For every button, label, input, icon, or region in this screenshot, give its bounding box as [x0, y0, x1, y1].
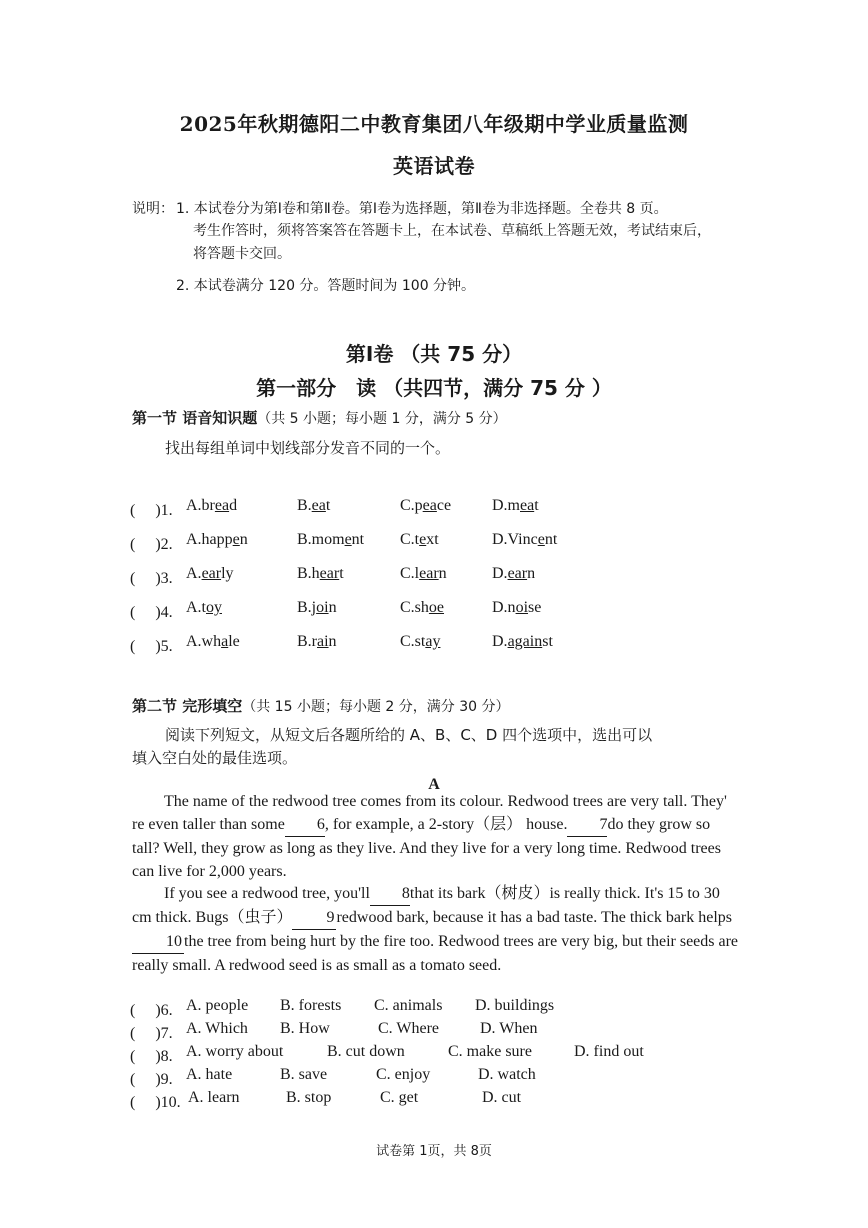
passage-label: A [428, 776, 440, 793]
passage-text: redwood bark, because it has a bad taste. The thick bark helps [336, 909, 733, 926]
underlined-letters: ea [520, 497, 535, 514]
option-c [400, 565, 447, 583]
option-text: t [534, 497, 539, 514]
option-b [297, 497, 330, 515]
passage-text: , for example, a 2-story（层） house. [324, 816, 568, 833]
passage-text: do they grow so tall? Well, they grow as long as they live. And they live for a very long time. Redwood trees can live for 2,000 years. [132, 816, 721, 880]
option-d: D. When [480, 1020, 538, 1037]
option-a [186, 531, 248, 549]
option-a: A. people [186, 997, 249, 1014]
option-d: D. watch [478, 1066, 536, 1083]
option-b [297, 531, 364, 549]
instruction-2: 2. 本试卷满分 120 分。答题时间为 100 分钟。 [176, 278, 476, 294]
passage-text: The name of the redwood tree comes from its colour. Redwood trees are very tall. They' re even taller than some [132, 793, 727, 833]
option-text: C.l [400, 565, 420, 582]
underlined-letters: ear [419, 565, 439, 582]
option-a [186, 633, 240, 651]
underlined-letters: again [507, 633, 543, 650]
section-1-heading-row [132, 407, 507, 428]
instruction-1-line-1: 1. 本试卷分为第Ⅰ卷和第Ⅱ卷。第Ⅰ卷为选择题，第Ⅱ卷为非选择题。全卷共 8 页。 [176, 201, 668, 217]
option-text: B.h [297, 565, 320, 582]
section-1-direction: 找出每组单词中划线部分发音不同的一个。 [165, 439, 451, 457]
underlined-letters: ea [214, 497, 230, 514]
option-text: B.j [297, 599, 317, 616]
option-a [186, 497, 237, 515]
option-text: B. [297, 497, 312, 514]
option-text: D. [492, 565, 508, 582]
underlined-letters: ay [425, 633, 441, 650]
option-b: B. stop [286, 1089, 332, 1106]
option-c [400, 633, 440, 651]
option-text: D.n [492, 599, 516, 616]
option-text: n [527, 565, 536, 582]
question-number: ( )1. [130, 502, 173, 519]
option-d: D. cut [482, 1089, 522, 1106]
section-2-heading-row [132, 695, 509, 716]
page-footer: 试卷第 1页，共 8页 [376, 1144, 492, 1159]
underlined-letters: ear [201, 565, 222, 582]
blank-8: 8 [370, 882, 410, 906]
option-text: D.m [492, 497, 520, 514]
question-number: ( )2. [130, 536, 173, 553]
option-text: le [228, 633, 240, 650]
underlined-letters: oi [316, 599, 329, 616]
option-text: st [542, 633, 553, 650]
blank-6: 6 [285, 813, 325, 837]
question-number: ( )10. [130, 1094, 181, 1111]
option-text: nt [351, 531, 365, 548]
underlined-letters: ear [507, 565, 528, 582]
blank-10: 10 [132, 930, 184, 954]
option-text: D.Vinc [492, 531, 538, 548]
option-b [297, 565, 344, 583]
option-text: B.r [297, 633, 317, 650]
option-b [297, 599, 337, 617]
option-c: C. enjoy [376, 1066, 431, 1083]
option-d [492, 497, 539, 515]
option-text: se [528, 599, 542, 616]
option-text: D. [492, 633, 508, 650]
option-text: n [328, 599, 337, 616]
blank-7: 7 [567, 813, 607, 837]
option-text: nt [544, 531, 558, 548]
option-a: A. hate [186, 1066, 233, 1083]
option-a: A. learn [188, 1089, 240, 1106]
section-2-direction-line-2: 填入空白处的最佳选项。 [132, 749, 298, 767]
option-c [400, 531, 439, 549]
section-1-note: （共 5 小题；每小题 1 分，满分 5 分） [257, 411, 507, 427]
option-d [492, 633, 553, 651]
instruction-1-line-2: 考生作答时，须将答案答在答题卡上，在本试卷、草稿纸上答题无效，考试结束后， [193, 223, 711, 239]
section-2-direction-line-1: 阅读下列短文，从短文后各题所给的 A、B、C、D 四个选项中，选出可以 [165, 726, 653, 744]
exam-title: 2025年秋期德阳二中教育集团八年级期中学业质量监测 [179, 112, 689, 136]
underlined-letters: oe [428, 599, 445, 616]
question-number: ( )4. [130, 604, 173, 621]
option-text: B.mom [297, 531, 345, 548]
option-c: C. animals [374, 997, 443, 1014]
option-text: C.t [400, 531, 420, 548]
option-c [400, 497, 451, 515]
passage-text: If you see a redwood tree, you'll [164, 885, 370, 902]
option-text: n [239, 531, 248, 548]
underlined-letters: oi [515, 599, 529, 616]
option-c [400, 599, 444, 617]
option-text: ce [436, 497, 452, 514]
option-text: C.sh [400, 599, 429, 616]
option-text: A.br [186, 497, 215, 514]
option-d [492, 531, 557, 549]
option-a [186, 599, 222, 617]
option-b: B. How [280, 1020, 330, 1037]
underlined-letters: a [221, 633, 229, 650]
underlined-letters: oy [206, 599, 222, 616]
option-b: B. save [280, 1066, 328, 1083]
passage-text: that its bark（树皮）is really thick. It's 15 to 30 cm thick. Bugs（虫子） [132, 885, 720, 926]
option-text: t [339, 565, 344, 582]
underlined-letters: e [419, 531, 427, 548]
section-2-heading: 第二节 完形填空 [132, 697, 243, 715]
option-text: A.happ [186, 531, 233, 548]
option-d: D. find out [574, 1043, 644, 1060]
section-2-note: （共 15 小题；每小题 2 分，满分 30 分） [242, 699, 510, 715]
option-text: A. [186, 565, 202, 582]
option-text: ly [221, 565, 234, 582]
passage-paragraph-2 [132, 882, 740, 977]
blank-9: 9 [292, 906, 336, 930]
question-number: ( )8. [130, 1048, 173, 1065]
option-a: A. worry about [186, 1043, 284, 1060]
option-text: n [328, 633, 337, 650]
part-title: 第一部分 读 （共四节，满分 75 分 ） [256, 376, 612, 400]
question-number: ( )9. [130, 1071, 173, 1088]
underlined-letters: ai [317, 633, 329, 650]
underlined-letters: ea [422, 497, 437, 514]
instructions-label: 说明： [132, 201, 174, 217]
option-text: t [325, 497, 331, 514]
question-number: ( )5. [130, 638, 173, 655]
option-b: B. cut down [327, 1043, 405, 1060]
question-number: ( )3. [130, 570, 173, 587]
option-text: A.wh [186, 633, 222, 650]
option-a [186, 565, 234, 583]
underlined-letters: ear [319, 565, 340, 582]
passage-paragraph-1 [132, 790, 740, 883]
underlined-letters: ea [311, 497, 326, 514]
option-a: A. Which [186, 1020, 248, 1037]
question-number: ( )7. [130, 1025, 173, 1042]
volume-title: 第Ⅰ卷 （共 75 分） [345, 342, 523, 366]
option-d [492, 599, 541, 617]
underlined-letters: e [232, 531, 240, 548]
option-c: C. make sure [448, 1043, 532, 1060]
option-b: B. forests [280, 997, 342, 1014]
underlined-letters: e [537, 531, 545, 548]
section-1-heading: 第一节 语音知识题 [132, 409, 258, 427]
exam-subtitle: 英语试卷 [393, 154, 475, 178]
option-c: C. Where [378, 1020, 440, 1037]
option-b [297, 633, 337, 651]
option-text: xt [426, 531, 439, 548]
option-text: n [438, 565, 447, 582]
option-text: C.st [400, 633, 426, 650]
option-d: D. buildings [475, 997, 555, 1014]
passage-text: the tree from being hurt by the fire too. Redwood trees are very big, but their seeds are really small. A redwood seed is as small as a tomato seed. [132, 933, 739, 974]
instruction-1-line-3: 将答题卡交回。 [193, 246, 291, 262]
option-c: C. get [380, 1089, 419, 1106]
question-number: ( )6. [130, 1002, 173, 1019]
option-text: A.t [186, 599, 206, 616]
option-text: C.p [400, 497, 423, 514]
option-d [492, 565, 535, 583]
option-text: d [229, 497, 238, 514]
underlined-letters: e [344, 531, 352, 548]
